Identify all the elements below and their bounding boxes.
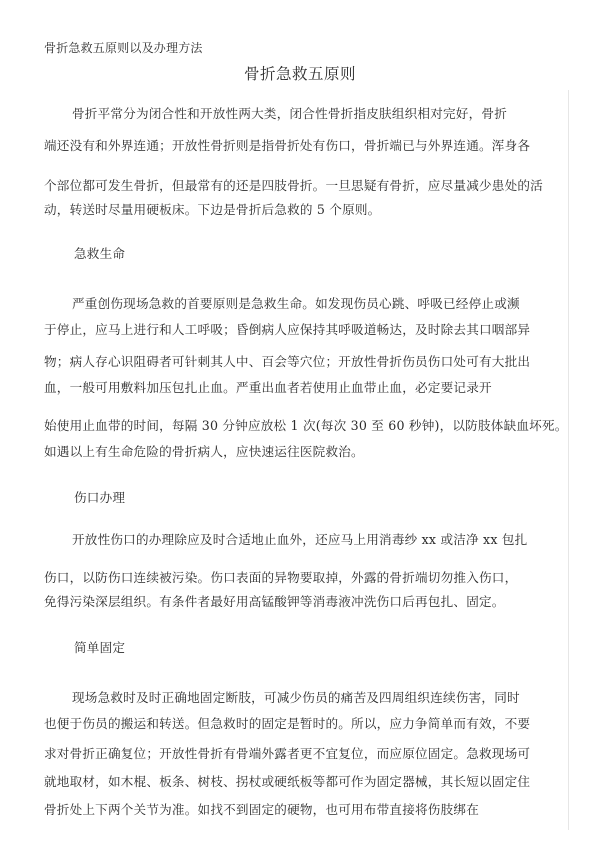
fixation-line-5: 骨折处上下两个关节为准。如找不到固定的硬物，也可用布带直接将伤肢绑在 <box>44 802 479 817</box>
intro-line-3: 个部位都可发生骨折，但最常有的还是四肢骨折。一旦思疑有骨折，应尽量减少患处的活 <box>44 178 543 193</box>
running-header: 骨折急救五原则以及办理方法 <box>44 41 203 55</box>
first-aid-line-4: 血，一般可用敷料加压包扎止血。严重出血者若使用止血带止血，必定要记录开 <box>44 380 492 395</box>
fixation-line-3: 求对骨折正确复位；开放性骨折有骨端外露者更不宜复位，而应原位固定。急救现场可 <box>44 746 531 761</box>
intro-line-2: 端还没有和外界连通；开放性骨折则是指骨折处有伤口，骨折端已与外界连通。浑身各 <box>44 138 531 153</box>
first-aid-line-2: 于停止，应马上进行和人工呼吸；昏倒病人应保持其呼吸道畅达，及时除去其口咽部异 <box>44 322 531 337</box>
fixation-line-2: 也便于伤员的搬运和转送。但急救时的固定是暂时的。所以，应力争简单而有效，不要 <box>44 716 531 731</box>
wound-line-2: 伤口，以防伤口连续被污染。伤口表面的异物要取掉，外露的骨折端切勿推入伤口， <box>44 570 518 585</box>
document-title: 骨折急救五原则 <box>244 65 357 83</box>
first-aid-line-3: 物；病人存心识阻碍者可针刺其人中、百会等穴位；开放性骨折伤员伤口处可有大批出 <box>44 354 531 369</box>
fixation-line-4: 就地取材，如木棍、板条、树枝、拐杖或硬纸板等都可作为固定器械，其长短以固定住 <box>44 774 531 789</box>
first-aid-line-1: 严重创伤现场急救的首要原则是急救生命。如发现伤员心跳、呼吸已经停止或濒 <box>72 296 520 311</box>
intro-line-4: 动，转送时尽量用硬板床。下边是骨折后急救的 5 个原则。 <box>44 202 381 217</box>
section-heading-fixation: 简单固定 <box>74 640 126 655</box>
wound-line-3: 免得污染深层组织。有条件者最好用高锰酸钾等消毒液冲洗伤口后再包扎、固定。 <box>44 594 505 609</box>
section-heading-first-aid-life: 急救生命 <box>74 246 126 261</box>
fixation-line-1: 现场急救时及时正确地固定断肢，可减少伤员的痛苦及四周组织连续伤害，同时 <box>72 690 520 705</box>
page-edge-rule <box>568 90 569 830</box>
wound-line-1: 开放性伤口的办理除应及时合适地止血外，还应马上用消毒纱 xx 或洁净 xx 包扎 <box>72 532 528 547</box>
first-aid-line-5: 始使用止血带的时间，每隔 30 分钟应放松 1 次(每次 30 至 60 秒钟)，以防肢体缺血坏死。 <box>44 418 568 433</box>
first-aid-line-6: 如遇以上有生命危险的骨折病人，应快速运往医院救治。 <box>44 444 364 459</box>
section-heading-wound: 伤口办理 <box>74 490 126 505</box>
intro-line-1: 骨折平常分为闭合性和开放性两大类，闭合性骨折指皮肤组织相对完好，骨折 <box>72 106 507 121</box>
